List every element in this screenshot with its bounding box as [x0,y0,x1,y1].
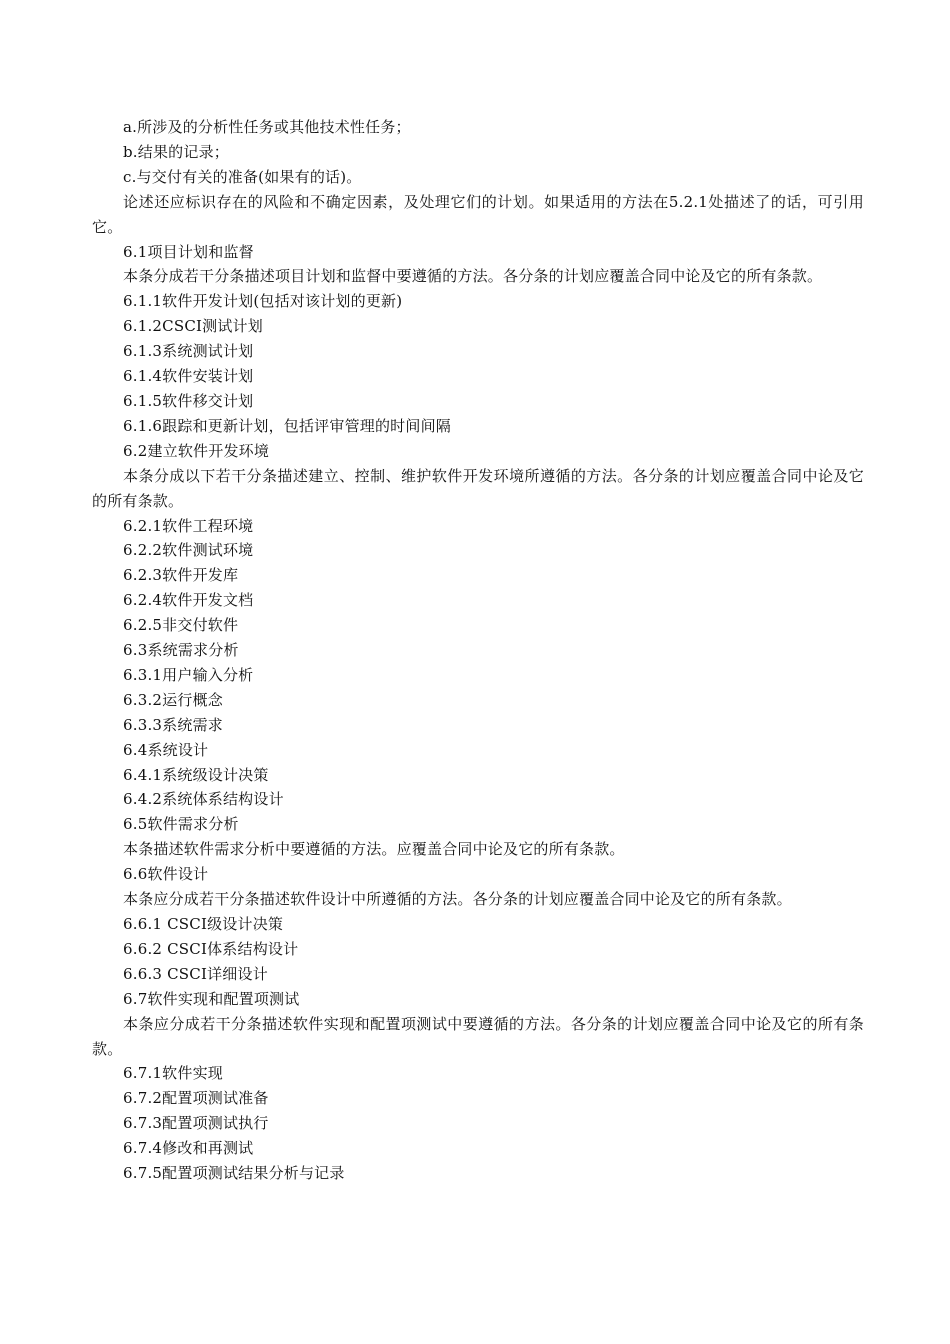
subsection-heading-6-4-2: 6.4.2系统体系结构设计 [123,790,284,809]
subsection-heading-6-7-2: 6.7.2配置项测试准备 [123,1089,269,1108]
list-item-b: b.结果的记录； [123,142,229,161]
list-item-a: a.所涉及的分析性任务或其他技术性任务； [123,118,411,136]
section-6-6-description: 本条应分成若干分条描述软件设计中所遵循的方法。各分条的计划应覆盖合同中论及它的所有条款。 [123,890,792,909]
subsection-heading-6-1-4: 6.1.4软件安装计划 [123,367,254,386]
subsection-heading-6-7-4: 6.7.4修改和再测试 [123,1139,254,1158]
subsection-heading-6-6-3: 6.6.3 CSCI详细设计 [123,964,268,983]
section-heading-6-5: 6.5软件需求分析 [123,815,239,834]
subsection-heading-6-1-1: 6.1.1软件开发计划(包括对该计划的更新) [123,292,403,311]
list-item-c: c.与交付有关的准备(如果有的话)。 [123,167,362,186]
subsection-heading-6-1-3: 6.1.3系统测试计划 [123,342,254,361]
subsection-heading-6-4-1: 6.4.1系统级设计决策 [123,765,269,784]
subsection-heading-6-1-6: 6.1.6跟踪和更新计划，包括评审管理的时间间隔 [123,416,451,435]
subsection-heading-6-3-1: 6.3.1用户输入分析 [123,665,254,684]
subsection-heading-6-3-3: 6.3.3系统需求 [123,715,223,734]
section-6-7-description: 本条应分成若干分条描述软件实现和配置项测试中要遵循的方法。各分条的计划应覆盖合同中论及它的所有条款。 [92,1014,864,1058]
subsection-heading-6-6-2: 6.6.2 CSCI体系结构设计 [123,939,299,958]
section-heading-6-7: 6.7软件实现和配置项测试 [123,989,300,1008]
subsection-heading-6-3-2: 6.3.2运行概念 [123,690,223,709]
section-heading-6-2: 6.2建立软件开发环境 [123,441,270,460]
subsection-heading-6-2-3: 6.2.3软件开发库 [123,566,239,585]
section-6-1-description: 本条分成若干分条描述项目计划和监督中要遵循的方法。各分条的计划应覆盖合同中论及它的所有条款。 [123,267,823,286]
subsection-heading-6-2-5: 6.2.5非交付软件 [123,616,239,635]
section-heading-6-4: 6.4系统设计 [123,740,209,759]
subsection-heading-6-1-2: 6.1.2CSCI测试计划 [123,317,263,336]
subsection-heading-6-2-2: 6.2.2软件测试环境 [123,541,254,560]
risk-paragraph: 论述还应标识存在的风险和不确定因素，及处理它们的计划。如果适用的方法在5.2.1处描述了的话，可引用它。 [92,192,864,236]
section-heading-6-6: 6.6软件设计 [123,865,209,884]
subsection-heading-6-7-5: 6.7.5配置项测试结果分析与记录 [123,1164,345,1183]
subsection-heading-6-6-1: 6.6.1 CSCI级设计决策 [123,915,284,933]
section-6-5-description: 本条描述软件需求分析中要遵循的方法。应覆盖合同中论及它的所有条款。 [123,840,625,859]
subsection-heading-6-1-5: 6.1.5软件移交计划 [123,391,254,410]
subsection-heading-6-2-1: 6.2.1软件工程环境 [123,516,254,535]
section-6-2-description: 本条分成以下若干分条描述建立、控制、维护软件开发环境所遵循的方法。各分条的计划应覆盖合同中论及它的所有条款。 [92,466,864,510]
subsection-heading-6-2-4: 6.2.4软件开发文档 [123,591,254,610]
section-heading-6-3: 6.3系统需求分析 [123,641,239,660]
document-body [92,115,864,1186]
subsection-heading-6-7-1: 6.7.1软件实现 [123,1064,223,1083]
section-heading-6-1: 6.1项目计划和监督 [123,242,254,261]
subsection-heading-6-7-3: 6.7.3配置项测试执行 [123,1114,269,1133]
